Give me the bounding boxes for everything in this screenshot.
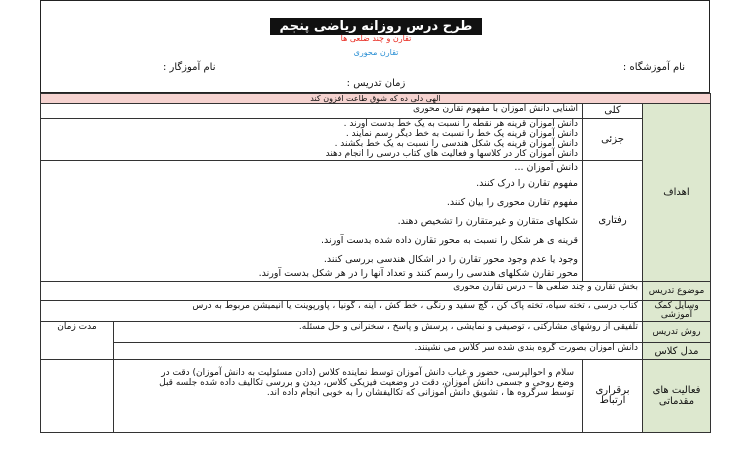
- behavioral-goal-line: شکلهای متقارن و غیرمتقارن را تشخیص دهند.: [397, 216, 578, 227]
- aids-label: وسایل کمک آموزشی: [643, 301, 711, 322]
- empty-cell: [41, 360, 114, 433]
- intro-activities-text: سلام و احوالپرسی، حضور و غیاب دانش آموزان توسط نماینده کلاس (دادن مسئولیت به دانش آموزان) دقت در وضع روحی و جسمی دانش آموزان، دقت در وضعیت فیزیکی کلاس، دیدن و بررسی تکالیف داده شده جلسه قبل توسط سرگروه ها ، تشویق دانش آموزانی که تکالیفشان را به خوبی انجام داده اند.: [114, 360, 583, 433]
- behavioral-goals: [41, 161, 583, 282]
- class-model-text: دانش آموزان بصورت گروه بندی شده سر کلاس می نشینند.: [114, 343, 643, 360]
- motto-text: الهی دلی ده که شوق طاعت افزون کند: [41, 94, 711, 104]
- behavioral-goal-line: مفهوم تقارن را درک کنند.: [476, 178, 578, 189]
- behavioral-goal-line: دانش آموزان ...: [514, 162, 578, 173]
- motto-row: [41, 94, 711, 104]
- partial-goal-line: دانش آموزان قرینه یک شکل هندسی را نسبت به یک خط بکشند .: [334, 139, 578, 149]
- lesson-plan-page: [40, 0, 710, 450]
- duration-label: مدت زمان: [41, 322, 114, 360]
- method-label: روش تدریس: [643, 322, 711, 343]
- partial-goal-label: جزئی: [583, 119, 643, 161]
- lesson-table: [40, 93, 711, 433]
- intro-activities-label: فعالیت های مقدماتی: [643, 360, 711, 433]
- subtitle-blue: تقارن محوری: [353, 48, 399, 57]
- partial-goal-line: دانش آموزان قرینه یک خط را نسبت به خط دیگر رسم نمایند .: [345, 129, 578, 139]
- behavioral-goal-line: قرینه ی هر شکل را نسبت به محور تقارن داده شده بدست آورند.: [320, 235, 578, 246]
- behavioral-goal-line: مفهوم تقارن محوری را بیان کنند.: [446, 197, 578, 208]
- connection-label: برقراری ارتباط: [583, 360, 643, 433]
- general-goal-label: کلی: [583, 104, 643, 119]
- subtitle-red: تقارن و چند ضلعی ها: [340, 34, 412, 43]
- header-box: [40, 0, 710, 93]
- subject-label: موضوع تدریس: [643, 282, 711, 301]
- class-model-label: مدل کلاس: [643, 343, 711, 360]
- teacher-label: نام آموزگار :: [163, 62, 216, 73]
- partial-goal-line: دانش آموزان کار در کلاسها و فعالیت های کتاب درسی را انجام دهند: [325, 149, 578, 159]
- partial-goals: [41, 119, 583, 161]
- time-label: زمان تدریس :: [346, 78, 406, 89]
- method-text: تلفیقی از روشهای مشارکتی ، توصیفی و نمایشی ، پرسش و پاسخ ، سخنرانی و حل مسئله.: [114, 322, 643, 343]
- aids-text: کتاب درسی ، تخته سیاه، تخته پاک کن ، گچ سفید و رنگی ، خط کش ، آینه ، گونیا ، پاورپوینت یا انیمیشن مربوط به درس: [41, 301, 643, 322]
- behavioral-goal-line: محور تقارن شکلهای هندسی را رسم کنند و تعداد آنها را در هر شکل بدست آورند.: [258, 268, 578, 279]
- behavioral-goal-line: وجود یا عدم وجود محور تقارن را در اشکال هندسی بررسی کنند.: [323, 254, 578, 265]
- school-label: نام آموزشگاه :: [622, 62, 685, 73]
- behavioral-goal-label: رفتاری: [583, 161, 643, 282]
- subject-text: بخش تقارن و چند ضلعی ها – درس تقارن محوری: [41, 282, 643, 301]
- page-title: طرح درس روزانه ریاضی پنجم: [270, 18, 483, 35]
- goals-label: اهداف: [643, 104, 711, 282]
- general-goal-text: آشنایی دانش آموزان با مفهوم تقارن محوری: [41, 104, 583, 119]
- partial-goal-line: دانش آموزان قرینه هر نقطه را نسبت به یک خط بدست آورند .: [343, 119, 578, 129]
